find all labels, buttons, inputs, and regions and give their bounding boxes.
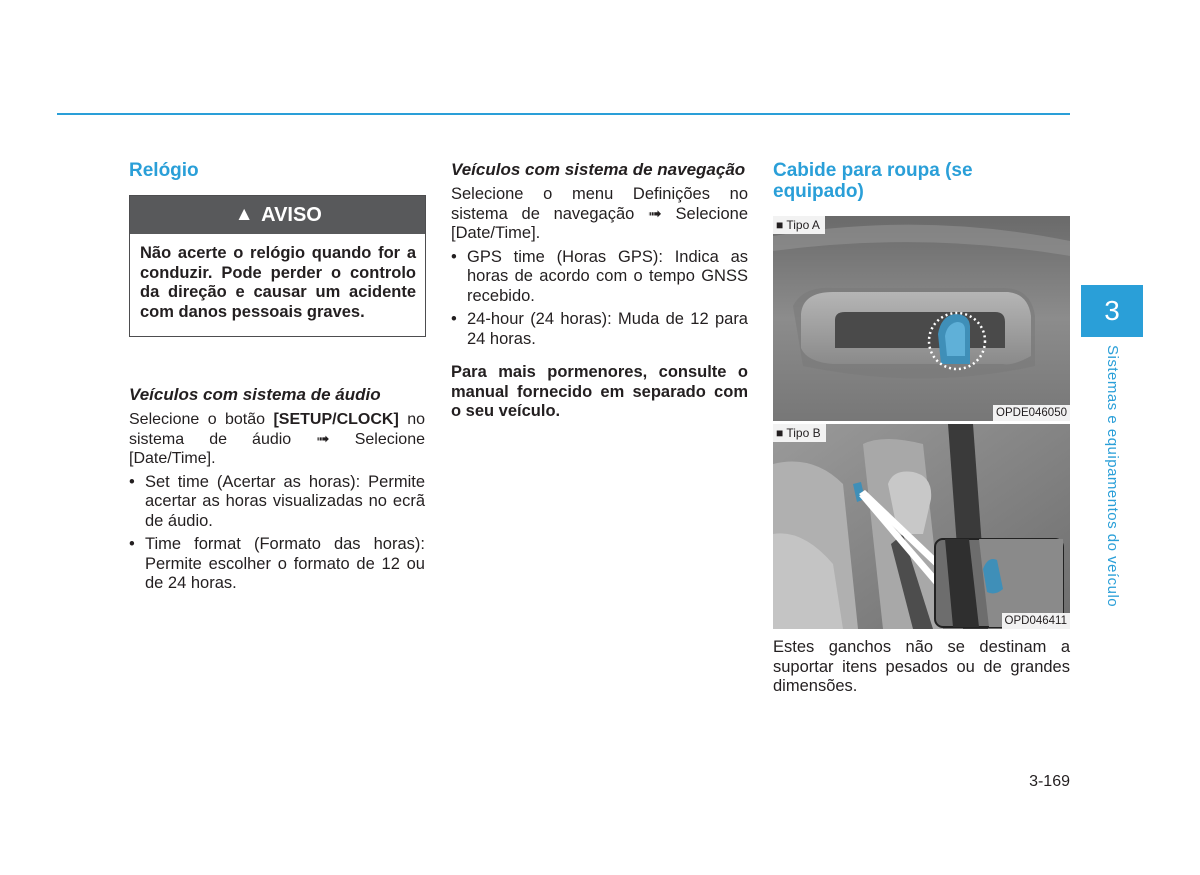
section-heading-clock: Relógio (129, 160, 199, 181)
warning-title: AVISO (261, 203, 322, 226)
audio-intro (129, 410, 425, 469)
coat-hook-caption: Estes ganchos não se destinam a suportar itens pesados ou de grandes dimensões. (773, 638, 1070, 695)
photo-label-type-a: ■ Tipo A (773, 216, 825, 234)
list-item: • 24-hour (24 horas): Muda de 12 para 24 horas. (451, 310, 748, 349)
warning-text: Não acerte o relógio quando for a conduzir. Pode perder o controlo da direção e causar um acidente com danos pessoais graves. (140, 244, 416, 321)
photo-label-type-b: ■ Tipo B (773, 424, 826, 442)
subheading-audio: Veículos com sistema de áudio (129, 385, 381, 404)
chapter-title: Sistemas e equipamentos do veículo (1104, 345, 1121, 608)
audio-list (129, 473, 425, 594)
column-coat-hook (773, 160, 1070, 697)
audio-intro-text: Selecione o botão (129, 411, 274, 428)
column-clock (129, 160, 425, 598)
warning-triangle-icon: ▲ (234, 204, 254, 225)
photo-type-a (773, 216, 1070, 421)
coat-hook-type-a-illustration (773, 216, 1070, 421)
setup-clock-button-label: [SETUP/CLOCK] (273, 411, 399, 428)
photo-type-b (773, 424, 1070, 629)
photo-code-type-a: OPDE046050 (993, 405, 1070, 421)
photo-code-type-b: OPD046411 (1002, 613, 1070, 629)
navigation-list (451, 248, 748, 350)
warning-header (130, 196, 425, 234)
page-number: 3-169 (1029, 773, 1070, 790)
subheading-navigation: Veículos com sistema de navegação (451, 160, 746, 179)
navigation-intro: Selecione o menu Definições no sistema de navegação ➟ Selecione [Date/Time]. (451, 185, 748, 242)
audio-intro-text-end: no sistema de áudio ➟ Selecione [Date/Time]. (129, 411, 425, 467)
coat-hook-type-b-illustration (773, 424, 1070, 629)
chapter-tab: 3 (1081, 285, 1143, 337)
list-item: • Set time (Acertar as horas): Permite acertar as horas visualizadas no ecrã de áudio. (129, 473, 425, 532)
section-heading-coat-hook: Cabide para roupa (se equipado) (773, 160, 973, 202)
list-item: • Time format (Formato das horas): Permite escolher o formato de 12 ou de 24 horas. (129, 535, 425, 594)
warning-box (129, 195, 426, 337)
navigation-note: Para mais pormenores, consulte o manual fornecido em separado com o seu veículo. (451, 363, 748, 420)
list-item: • GPS time (Horas GPS): Indica as horas de acordo com o tempo GNSS recebido. (451, 248, 748, 307)
top-rule (57, 113, 1070, 115)
column-navigation (451, 160, 748, 422)
